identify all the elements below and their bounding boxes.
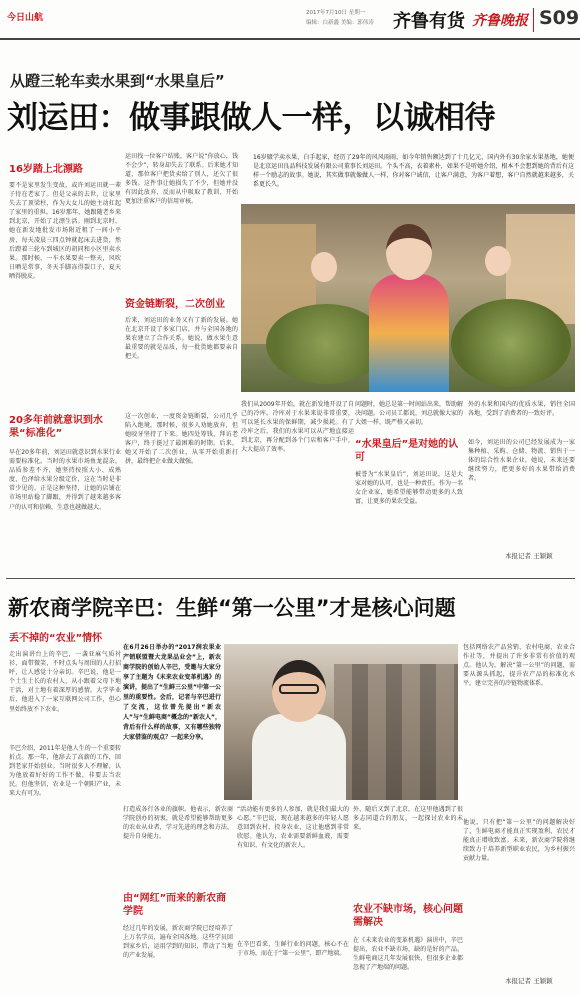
story1-sub4: “水果皇后”是对她的认可 xyxy=(355,439,459,463)
person-hand-left xyxy=(311,252,337,282)
story2-col3b: 在辛巴看来，生鲜行业的问题，核心不在于市场，而在于“第一公里”，即产地端。 xyxy=(237,941,349,958)
story1-col1c: 早在20多年前，刘运田就意识到水果行业需要标准化。当时的水果市场鱼龙混杂，品质参差不齐，她坚持按照大小、成熟度、色泽给水果分级定价，这在当时是非常少见的。正是这种坚持，让她的店铺在市场里站稳了脚跟，并得到了越来越多客户的认可和信赖，生意也越做越大。 xyxy=(9,449,121,511)
story2-col2a: 打造成各行各业的旗帜。他表示，新农商学院创办的初衷，就是希望能够帮助更多的农业从业者，学习先进的理念和方法，提升自身能力。 xyxy=(123,806,233,841)
story1-col5b: 如今，刘运田的公司已经发展成为一家集种植、采购、仓储、物流、销售于一体的综合性水果企业。她说，未来还要继续努力，把更多好的水果带给消费者。 xyxy=(468,439,575,483)
section-rule xyxy=(6,578,575,579)
speaker-glasses xyxy=(279,684,319,694)
masthead-rule xyxy=(0,38,580,40)
person-head xyxy=(386,224,432,280)
story1-col4a: 问题时，她总是第一时间站出来，帮助解决问题。公司员工都说，刘总就像大家的大姐一样，既严格又亲切。 xyxy=(355,401,463,427)
story2-sub2: 由“网红”而来的新农商学院 xyxy=(123,893,227,917)
story2-photo xyxy=(224,644,458,800)
story1-col5a: 外的水果和国内的优质水果，销往全国各地，受到了消费者的一致好评。 xyxy=(468,401,575,418)
story1-byline: 本报记者 王颖颖 xyxy=(505,552,553,560)
story1-intro: 16岁辍学卖水果，白手起家，经历了29年的风风雨雨，如今年销售额达到了十几亿元，国内外有30余家水果基地，她便是北京运田良品科技发展有限公司董事长刘运田。个头不高，衣着素朴，如果不是听她介绍，根本不会想到她的背后有这样一个励志的故事。她说，其实做事就像做人一样，你对客户诚信，让客户满意，为客户着想，客户自然就越来越多，关系更长久。 xyxy=(253,154,574,189)
story2-col5b: 他说，只有把“第一公里”的问题解决好了，生鲜电商才能真正实现盈利，农民才能真正增收致富。未来，新农商学院将继续致力于培养新型职业农民，为乡村振兴贡献力量。 xyxy=(463,819,575,863)
section-title: 齐鲁有货 xyxy=(393,11,465,32)
badge: 今日山航 xyxy=(7,13,44,23)
story1-col2a: 运田找一位客户结账，客户说“你放心，钱不会少”，转身却失去了联系。后来她才知道，那位客户把货卖给了别人，还欠了很多钱。这件事让她损失了不少，但她并没有因此放弃，反而从中吸取了教训，开始更加注重客户的信用审核。 xyxy=(125,153,238,206)
story1-kicker: 从蹬三轮车卖水果到“水果皇后” xyxy=(10,72,225,90)
story2-col4a: 外，随后又到了北京，在这里他遇到了很多志同道合的朋友，一起探讨农业的未来。 xyxy=(353,806,463,832)
story2-col3a: “活动能有更多的人参加，就是我们最大的心愿。”辛巴说，现在越来越多的年轻人愿意回到农村，投身农业，这让他感到非常欣慰。他认为，农业需要新鲜血液，需要有知识、有文化的新农人。 xyxy=(237,806,349,850)
story1-col2c: 这一次创业，一度资金链断裂，公司几乎陷入绝境。那时候，很多人劝她放弃，但她咬牙坚持了下来。她四处筹钱，拜访老客户，终于挺过了最困难的时期。后来，她又开始了二次创业，从零开始重新打拼，最终把企业做大做强。 xyxy=(125,413,238,466)
story1-photo xyxy=(241,204,575,392)
masthead xyxy=(0,0,580,40)
durian-right xyxy=(451,299,571,387)
story1-lead: 16岁踏上北漂路 xyxy=(9,164,83,175)
person-hand-right xyxy=(485,246,511,276)
story1-col4b: 被誉为“水果皇后”，刘运田说，这是大家对她的认可，也是一种责任。作为一名女企业家，她希望能够带动更多的人致富，让更多的果农受益。 xyxy=(355,471,463,506)
photo-audience xyxy=(334,664,458,800)
story1-sub3: 资金链断裂，二次创业 xyxy=(125,299,225,310)
person-body xyxy=(369,274,449,392)
story2-col2b: 经过几年的发展，新农商学院已经培养了上万名学员，遍布全国各地。这些学员回到家乡后，运用学到的知识，带动了当地的产业发展。 xyxy=(123,925,233,960)
date-line: 2017年7月10日 星期一 xyxy=(306,10,366,16)
story2-sub3: 农业不缺市场，核心问题需解决 xyxy=(353,904,463,928)
story2-intro: 在6月26日举办的“2017润农果业产销联盟暨大龙果品业会”上，新农商学院的创始人辛巴，受邀与大家分享了主题为《未来农业变革机遇》的演讲，提出了“生鲜三公里”中第一公里的重要性。会后，记者与辛巴进行了交流，这位曾先提出“新农人”与“生鲜电商”概念的“新农人”，背后有什么样的故事，又有哪些独特大家借鉴的观点？一起来分享。 xyxy=(123,644,221,741)
paper-logo: 齐鲁晚报 xyxy=(472,13,528,29)
story2-byline: 本报记者 王颖颖 xyxy=(505,977,553,985)
page-number: S09 xyxy=(539,7,580,29)
story1-col1a: 要不是家里发生变故，或许刘运田就一辈子待在老家了。但是父亲的去世，让家里失去了顶梁柱，作为大女儿的她主动扛起了家里的重担。16岁那年，她跟随老乡来到北京，开始了北漂生活。刚到北京时，她在新发地批发市场附近租了一间小平房，每天凌晨三四点钟就起床去进货，然后蹬着三轮车到城区的胡同和小区里卖水果。那时候，一车水果要卖一整天，风吹日晒是常事，冬天手脚冻得裂口子，夏天晒得脱皮。 xyxy=(9,182,121,280)
story2-col1a: 走出演讲台上的辛巴，一袭亚麻气质衬衫，面带微笑，不时点头与周围的人打招呼，让人感觉十分亲切。辛巴说，他是一个土生土长的农村人，从小跟着父母下地干活，对土地有着深厚的感情。大学毕业后，他进入了一家互联网公司工作，但心里始终放不下农业。 xyxy=(9,651,121,713)
story1-col3a: 我们从2009年开始，就在新发地开设了自己的冷库。冷库对于水果来说非常重要，可以延长水果的保鲜期，减少损耗。有了冷库之后，我们的水果可以从产地直接运到北京，再分配到各个门店和客户手中，大大提高了效率。 xyxy=(241,401,354,454)
story2-col5a: 包括网络农产品营销、农村电商、农业合作社等，并提出了许多非常有价值的观点。他认为，解决“第一公里”的问题，需要从源头抓起，提升农产品的标准化水平，建立完善的冷链物流体系。 xyxy=(463,644,575,688)
story2-col4b: 在《未来农业的变革机遇》演讲中，辛巴提出，农业不缺市场，缺的是好的产品。生鲜电商这几年发展很快，但很多企业都忽视了产地端的问题。 xyxy=(353,937,463,972)
editor-line: 编辑：白新鑫 美编：郭伟涛 xyxy=(306,20,374,26)
story1-headline: 刘运田：做事跟做人一样，以诚相待 xyxy=(7,100,495,136)
story2-sub1: 丢不掉的“农业”情怀 xyxy=(9,633,103,644)
story1-sub2: 20多年前就意识到水果“标准化” xyxy=(9,415,103,439)
durian-left xyxy=(266,304,386,384)
speaker-body xyxy=(252,714,346,800)
story2-col1b: 辛巴介绍，2011年是他人生的一个重要转折点。那一年，他辞去了高薪的工作，回到老家开始创业。当时很多人不理解，认为他放着好好的工作不做，非要去当农民。但他坚信，农业是一个朝阳产业，未来大有可为。 xyxy=(9,745,121,798)
divider-bar xyxy=(533,8,534,32)
story2-headline: 新农商学院辛巴：生鲜“第一公里”才是核心问题 xyxy=(8,596,456,620)
story1-col2b: 后来，刘运田的业务又有了新的发展。她在北京开设了多家门店，并与全国各地的果农建立了合作关系。她说，做水果生意最重要的就是品质，每一批货她都要亲自把关。 xyxy=(125,317,238,361)
